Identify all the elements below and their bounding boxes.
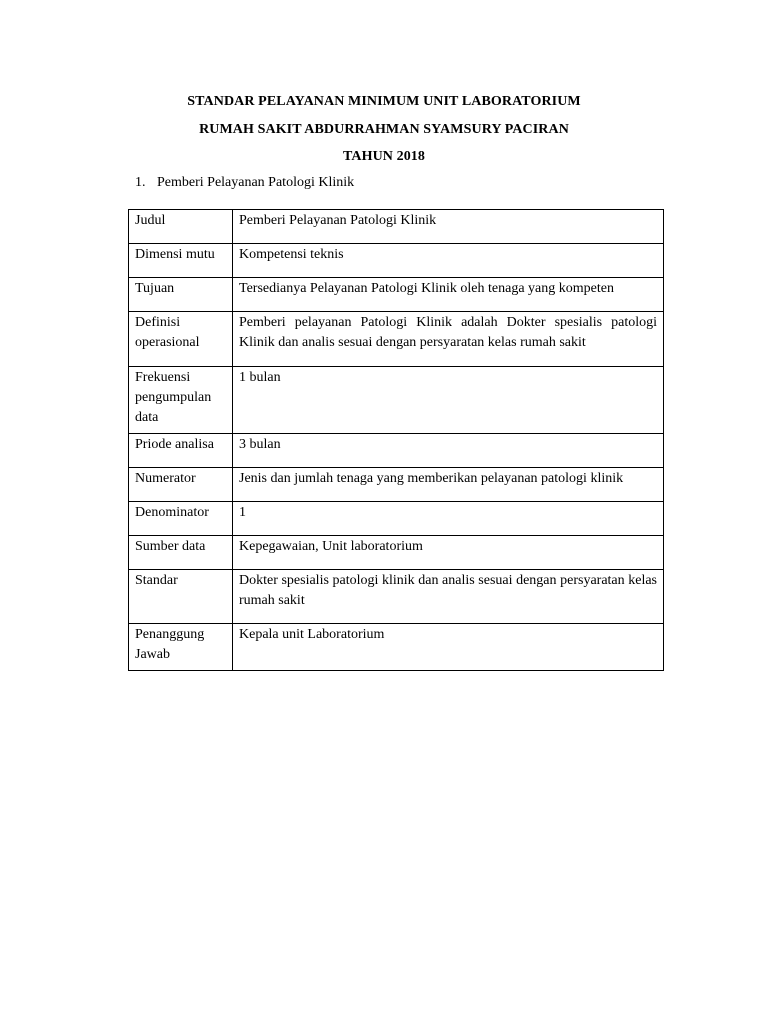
document-title-line-2: RUMAH SAKIT ABDURRAHMAN SYAMSURY PACIRAN [199, 122, 569, 137]
table-row-sumber-data [129, 536, 664, 570]
section-heading-text: Pemberi Pelayanan Patologi Klinik [157, 175, 355, 190]
table-row-frekuensi [129, 367, 664, 434]
table-row-standar [129, 570, 664, 624]
row-value: 1 bulan [233, 367, 664, 434]
row-label: Dimensi mutu [129, 244, 233, 278]
row-label: Penanggung Jawab [129, 624, 233, 671]
row-label: Sumber data [129, 536, 233, 570]
row-value: Tersedianya Pelayanan Patologi Klinik oleh tenaga yang kompeten [233, 278, 664, 312]
indicator-table [128, 209, 664, 671]
section-heading [135, 174, 354, 192]
row-label: Definisi operasional [129, 312, 233, 367]
row-value: Kepala unit Laboratorium [233, 624, 664, 671]
table-row-denominator [129, 502, 664, 536]
row-label: Frekuensi pengumpulan data [129, 367, 233, 434]
row-label: Denominator [129, 502, 233, 536]
table-row-penanggung-jawab [129, 624, 664, 671]
row-label: Judul [129, 210, 233, 244]
table-row-priode-analisa [129, 434, 664, 468]
table-row-tujuan [129, 278, 664, 312]
row-value: 3 bulan [233, 434, 664, 468]
row-value: Pemberi pelayanan Patologi Klinik adalah Dokter spesialis patologi Klinik dan analis sesuai dengan persyaratan kelas rumah sakit [233, 312, 664, 367]
row-label: Tujuan [129, 278, 233, 312]
row-value: Kompetensi teknis [233, 244, 664, 278]
table-row-dimensi-mutu [129, 244, 664, 278]
row-value: 1 [233, 502, 664, 536]
row-label: Priode analisa [129, 434, 233, 468]
document-title-line-1: STANDAR PELAYANAN MINIMUM UNIT LABORATORIUM [187, 94, 581, 109]
table-row-numerator [129, 468, 664, 502]
row-label: Standar [129, 570, 233, 624]
table-row-judul [129, 210, 664, 244]
row-value: Kepegawaian, Unit laboratorium [233, 536, 664, 570]
row-value: Jenis dan jumlah tenaga yang memberikan pelayanan patologi klinik [233, 468, 664, 502]
row-value: Pemberi Pelayanan Patologi Klinik [233, 210, 664, 244]
row-value: Dokter spesialis patologi klinik dan analis sesuai dengan persyaratan kelas rumah sakit [233, 570, 664, 624]
section-number: 1. [135, 175, 146, 190]
table-row-definisi-operasional [129, 312, 664, 367]
row-label: Numerator [129, 468, 233, 502]
document-title-line-3: TAHUN 2018 [342, 149, 426, 164]
